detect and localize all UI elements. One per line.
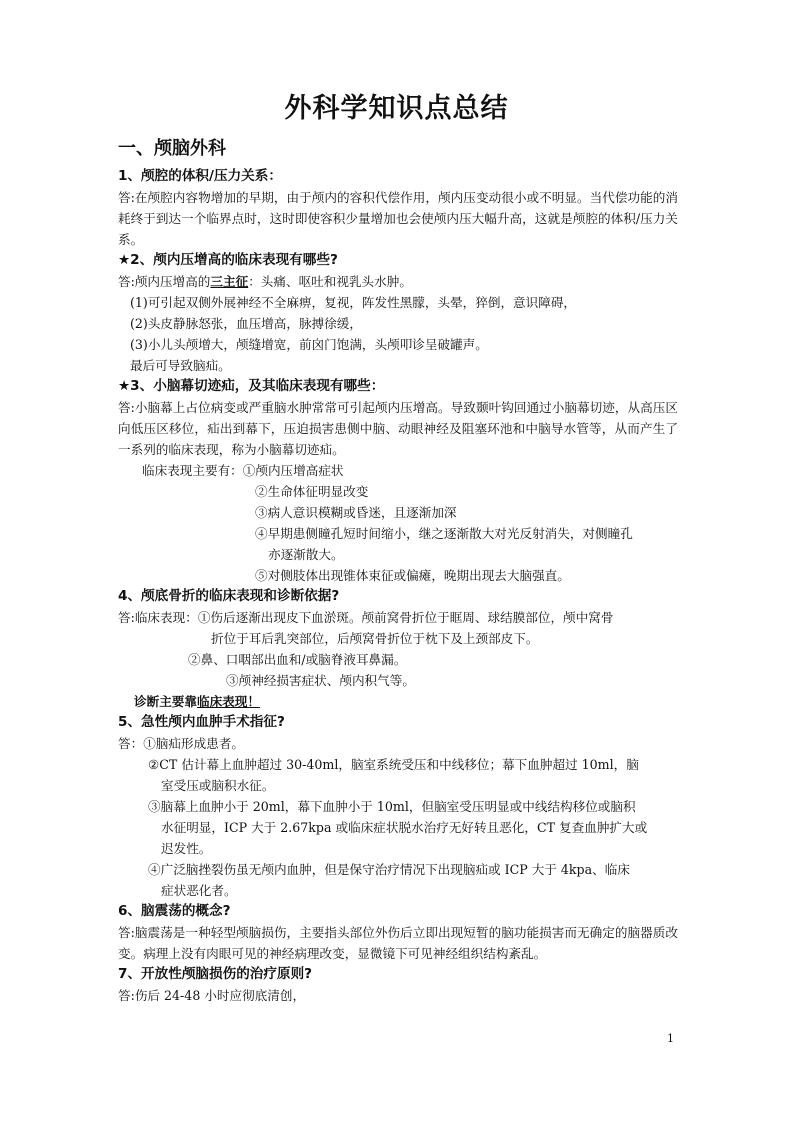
page-title: 外科学知识点总结 <box>284 93 509 124</box>
list-item: (2)头皮静脉怒张，血压增高，脉搏徐缓， <box>130 316 362 331</box>
question-7: 7、开放性颅脑损伤的治疗原则? <box>118 966 313 982</box>
list-item: ④广泛脑挫裂伤虽无颅内血肿，但是保守治疗情况下出现脑疝或 ICP 大于 4kpa、临床 <box>148 862 630 877</box>
list-item: 折位于耳后乳突部位，后颅窝骨折位于枕下及上颈部皮下。 <box>211 631 539 646</box>
list-item: ②鼻、口咽部出血和/或脑脊液耳鼻漏。 <box>188 652 407 667</box>
list-item: 最后可导致脑疝。 <box>130 358 231 373</box>
page-number: 1 <box>667 1032 674 1045</box>
answer-6: 答:脑震荡是一种轻型颅脑损伤，主要指头部位外伤后立即出现短暂的脑功能损害而无确定的脑器质改变。病理上没有肉眼可见的神经病理改变，显微镜下可见神经组织结构紊乱。 <box>118 925 678 961</box>
list-item: ①脑疝形成患者。 <box>143 736 244 751</box>
section-heading: 一、颅脑外科 <box>118 138 226 159</box>
list-item: 水征明显，ICP 大于 2.67kpa 或临床症状脱水治疗无好转且恶化，CT 复查血肿扩大或 <box>161 820 648 835</box>
list-item: ②生命体征明显改变 <box>255 484 369 499</box>
list-item: ①颅内压增高症状 <box>242 463 344 478</box>
answer-3: 答:小脑幕上占位病变或严重脑水肿常常可引起颅内压增高。导致颞叶钩回通过小脑幕切迹，从高压区向低压区移位，疝出到幕下，压迫损害患侧中脑、动眼神经及阻塞环池和中脑导水管等，从而产生了一系列的临床表现，称为小脑幕切迹疝。 <box>118 400 678 457</box>
list-item: 亦逐渐散大。 <box>268 547 344 562</box>
question-6: 6、脑震荡的概念? <box>118 903 231 919</box>
question-2: ★2、颅内压增高的临床表现有哪些? <box>118 252 338 268</box>
answer-2: 答:颅内压增高的三主征：头痛、呕吐和视乳头水肿。 <box>118 274 412 289</box>
list-item: (3)小儿头颅增大，颅缝增宽，前囟门饱满，头颅叩诊呈破罐声。 <box>130 337 488 352</box>
diagnosis-note: 诊断主要靠临床表现！ <box>134 694 260 709</box>
list-item: ④早期患侧瞳孔短时间缩小，继之逐渐散大对光反射消失，对侧瞳孔 <box>255 526 633 541</box>
question-1: 1、颅腔的体积/压力关系： <box>118 168 282 184</box>
list-item: 迟发性。 <box>161 841 212 856</box>
question-3: ★3、小脑幕切迹疝，及其临床表现有哪些： <box>118 378 385 394</box>
answer-1: 答:在颅腔内容物增加的早期，由于颅内的容积代偿作用，颅内压变动很小或不明显。当代偿功能的消耗终于到达一个临界点时，这时即使容积少量增加也会使颅内压大幅升高，这就是颅腔的体积/压力关系。 <box>118 190 678 247</box>
list-item: (1)可引起双侧外展神经不全麻痹，复视，阵发性黑朦，头晕，猝倒，意识障碍， <box>130 295 577 310</box>
answer-5: 答：①脑疝形成患者。 <box>118 736 244 751</box>
question-4: 4、颅底骨折的临床表现和诊断依据? <box>118 588 340 604</box>
list-item: ①伤后逐渐出现皮下血淤斑。颅前窝骨折位于眶周、球结膜部位，颅中窝骨 <box>197 610 614 625</box>
list-item: 室受压或脑积水征。 <box>161 778 275 793</box>
list-item: ③颅神经损害症状、颅内积气等。 <box>226 673 415 688</box>
list-item: 症状恶化者。 <box>161 883 237 898</box>
list-item: ⑤对侧肢体出现锥体束征或偏瘫，晚期出现去大脑强直。 <box>255 568 570 583</box>
list-item: ③脑幕上血肿小于 20ml，幕下血肿小于 10ml，但脑室受压明显或中线结构移位或脑积 <box>148 799 636 814</box>
answer-4: 答:临床表现：①伤后逐渐出现皮下血淤斑。颅前窝骨折位于眶周、球结膜部位，颅中窝骨 <box>118 610 614 625</box>
clinical-items: 临床表现主要有：①颅内压增高症状 <box>142 463 344 478</box>
answer-7: 答:伤后 24-48 小时应彻底清创， <box>118 988 306 1003</box>
question-5: 5、急性颅内血肿手术指征? <box>118 714 285 730</box>
three-main-signs: 三主征 <box>210 274 249 289</box>
list-item: ③病人意识模糊或昏迷，且逐渐加深 <box>255 505 457 520</box>
content-body <box>118 166 678 1006</box>
list-item: ②CT 估计幕上血肿超过 30-40ml，脑室系统受压和中线移位；幕下血肿超过 10ml，脑 <box>148 757 639 772</box>
